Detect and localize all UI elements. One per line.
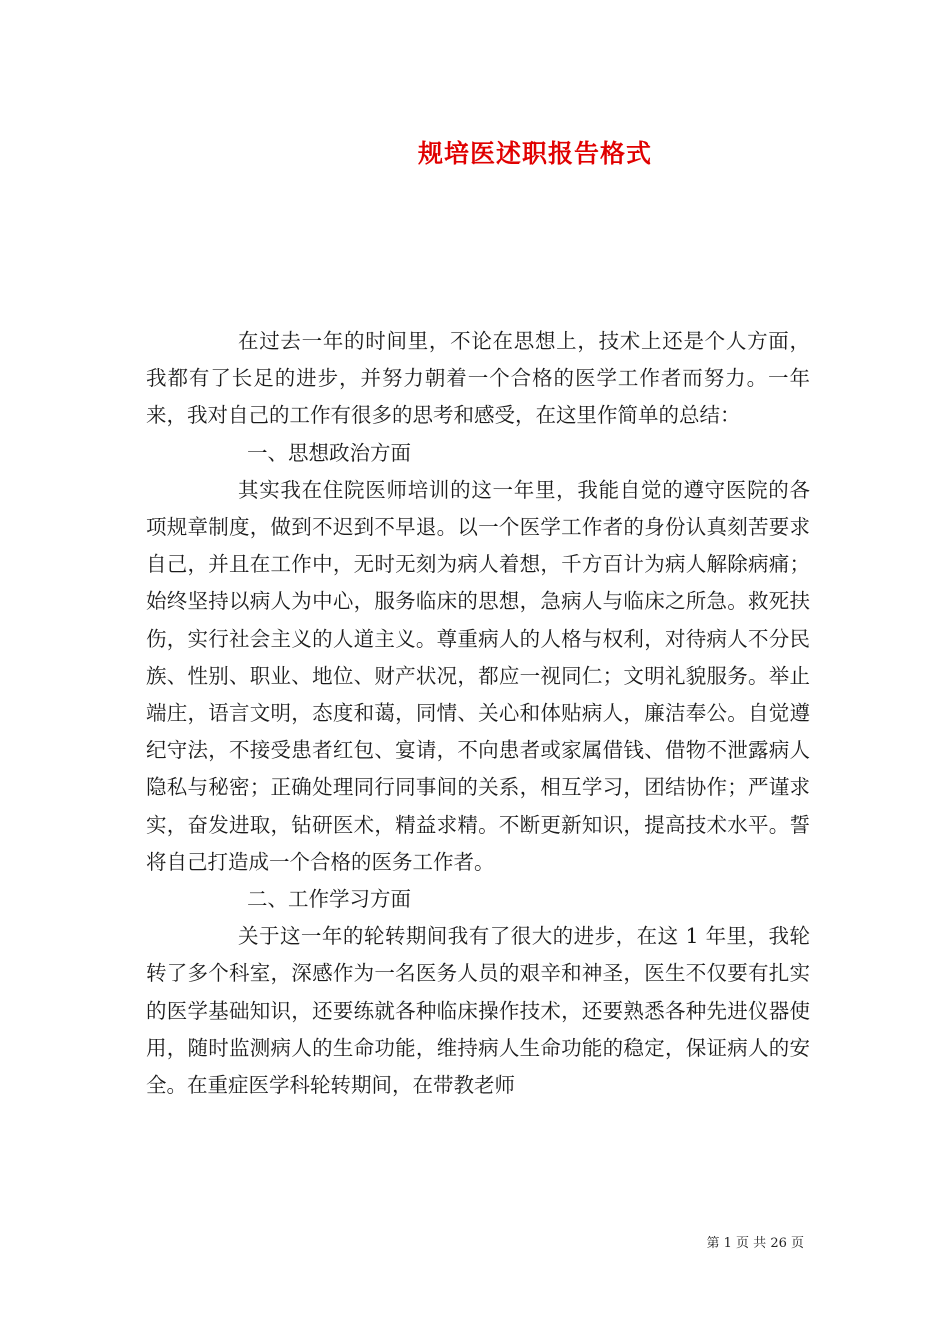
section-2-paragraph: 关于这一年的轮转期间我有了很大的进步，在这 1 年里，我轮转了多个科室，深感作为一名医务人员的艰辛和神圣，医生不仅要有扎实的医学基础知识，还要练就各种临床操作技术，还要熟悉各种先进仪器使用，随时监测病人的生命功能，维持病人生命功能的稳定，保证病人的安全。在重症医学科轮转期间，在带教老师: [146, 924, 810, 1098]
section-heading-2: 二、工作学习方面: [247, 887, 411, 912]
document-title: 规培医述职报告格式: [417, 139, 652, 168]
document-body: [146, 323, 810, 1104]
intro-paragraph: 在过去一年的时间里，不论在思想上，技术上还是个人方面，我都有了长足的进步，并努力朝着一个合格的医学工作者而努力。一年来，我对自己的工作有很多的思考和感受，在这里作简单的总结：: [146, 329, 810, 428]
section-1-paragraph: 其实我在住院医师培训的这一年里，我能自觉的遵守医院的各项规章制度，做到不迟到不早退。以一个医学工作者的身份认真刻苦要求自己，并且在工作中，无时无刻为病人着想，千方百计为病人解除病痛；始终坚持以病人为中心，服务临床的思想，急病人与临床之所急。救死扶伤，实行社会主义的人道主义。尊重病人的人格与权利，对待病人不分民族、性别、职业、地位、财产状况，都应一视同仁；文明礼貌服务。举止端庄，语言文明，态度和蔼，同情、关心和体贴病人，廉洁奉公。自觉遵纪守法，不接受患者红包、宴请，不向患者或家属借钱、借物不泄露病人隐私与秘密；正确处理同行同事间的关系，相互学习，团结协作；严谨求实，奋发进取，钻研医术，精益求精。不断更新知识，提高技术水平。誓将自己打造成一个合格的医务工作者。: [146, 477, 810, 874]
section-heading-1: 一、思想政治方面: [247, 440, 411, 465]
page-number-footer: 第 1 页 共 26 页: [706, 1236, 804, 1251]
